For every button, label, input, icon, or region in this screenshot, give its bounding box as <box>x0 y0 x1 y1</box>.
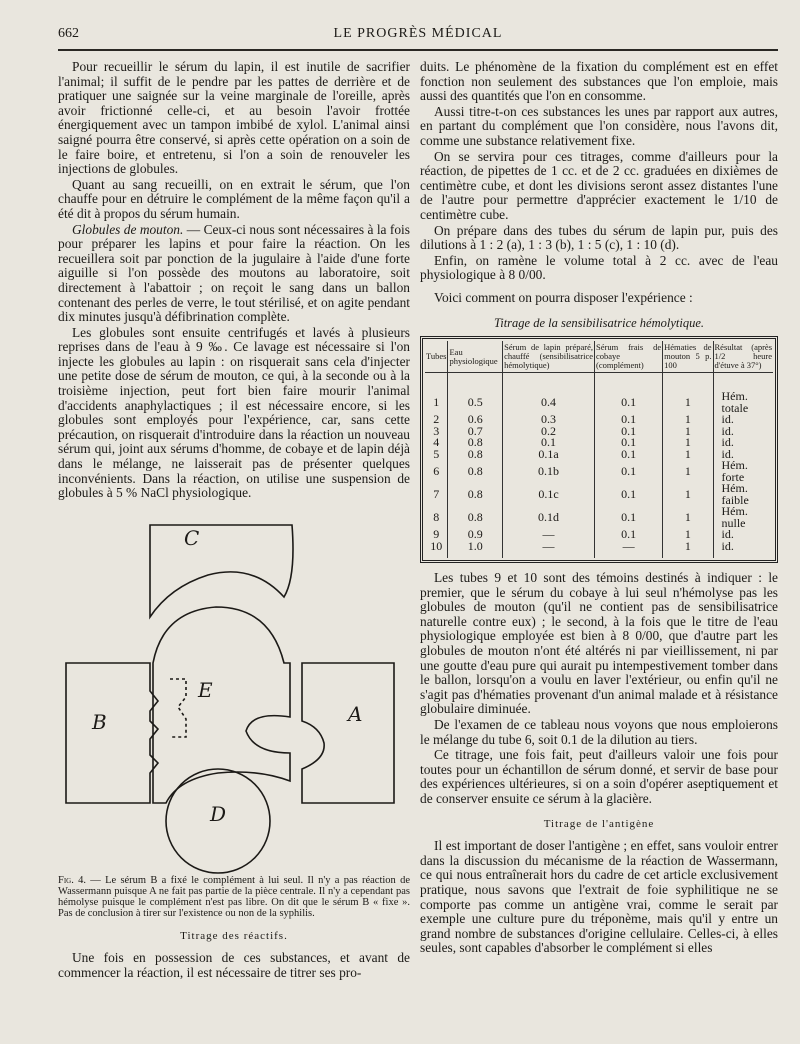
table-cell: — <box>503 529 595 541</box>
table-row <box>425 373 773 415</box>
table-cell: 0.7 <box>448 426 503 438</box>
paragraph-lead: Globules de mouton. <box>72 221 184 237</box>
table-cell: id. <box>713 529 773 541</box>
paragraph: duits. Le phénomène de la fixation du complément est en effet fonction non seulement des substances que l'on emploie, mais aussi des quantités que l'on en consomme. <box>420 59 778 104</box>
figure-drawing <box>58 507 410 875</box>
paragraph: Les globules sont ensuite centrifugés et lavés à plusieurs reprises dans de l'eau à 9 ‰. Ce lavage est nécessaire si l'on injecte les globules au lapin : on risquerait sans cela d'injecter une petite dose de sérum de mouton, ce qui, à la seconde ou à la troisième injection, peut fort bien faire mourir l'animal d'accidents anaphylactiques ; il est nécessaire encore, si les globules sont employés pour l'expérience, car, sans cette précaution, on risquerait d'introduire dans la réaction un nouveau sérum qui, joint aux sérums d'homme, de cobaye et de lapin déjà dans le mélange, ne laisserait pas de présenter quelques inconvénients. Dans la réaction, on utilise une suspension de globules à 5 % NaCl physiologique. <box>58 324 410 501</box>
table-row <box>425 460 773 483</box>
paragraph: De l'examen de ce tableau nous voyons que nous emploierons le mélange du tube 6, soit 0.1 de la dilution au tiers. <box>420 717 778 747</box>
table-cell: 1 <box>663 506 713 529</box>
paragraph-text: — Ceux-ci nous sont nécessaires à la fois pour préparer les lapins et pour faire la réaction. On les recueillera soit par ponction de la jugulaire à l'aide d'une forte aiguille si l'on possède des moutons au laboratoire, soit directement à l'abattoir ; on reçoit le sang dans un ballon contenant des perles de verre, le tout stérilisé, et on agite pendant dix minutes jusqu'à défibrination complète. <box>58 221 410 325</box>
table-cell: 0.5 <box>448 373 503 415</box>
table-cell: 1 <box>663 529 713 541</box>
table-cell: 0.8 <box>448 437 503 449</box>
table-cell: Hém. forte <box>713 460 773 483</box>
table-cell: 1 <box>663 426 713 438</box>
table-cell: 0.1 <box>594 437 662 449</box>
column-header: Eau physiologique <box>448 341 503 373</box>
table-cell: 1 <box>663 460 713 483</box>
paragraph: Voici comment on pourra disposer l'expérience : <box>434 289 693 305</box>
shape-c <box>150 525 293 617</box>
table-cell: 1 <box>663 541 713 559</box>
table-body <box>425 373 773 559</box>
table-cell: 3 <box>433 423 440 438</box>
label-a: A <box>348 701 363 726</box>
paragraph <box>58 223 410 325</box>
paragraph: Il est important de doser l'antigène ; en effet, sans vouloir entrer dans la discussion du mécanisme de la réaction de Wassermann, ce qui nous entraînerait hors du cadre de cet article exclusivement pratique, nous savons que l'extrait de foie syphilitique ne se comporte pas comme un antigène vrai, comme le serait par exemple une culture pure du tréponème, mais qu'il y entre un grand nombre de substances d'origine cellulaire. Celles-ci, à elles seules, sont capables d'absorber le complément si elles <box>420 838 778 956</box>
right-column <box>420 60 778 956</box>
section-title: Titrage des réactifs. <box>180 929 288 942</box>
paragraph: Enfin, on ramène le volume total à 2 cc. avec de l'eau physiologique à 8 0/00. <box>420 252 778 283</box>
table-cell: 0.1 <box>594 460 662 483</box>
table-cell: 0.1 <box>594 483 662 506</box>
table-cell: 1 <box>663 483 713 506</box>
paragraph: Quant au sang recueilli, on en extrait le sérum, que l'on chauffe pour en détruire le complément de la même façon qu'il a été dit à propos du sérum humain. <box>58 176 410 221</box>
table-row <box>425 483 773 506</box>
table-cell: 0.9 <box>448 529 503 541</box>
label-b: B <box>92 709 107 734</box>
table-cell: 0.3 <box>503 414 595 426</box>
table-title: Titrage de la sensibilisatrice hémolytique. <box>493 315 705 330</box>
table-cell: 0.8 <box>448 460 503 483</box>
table-cell: 7 <box>433 486 440 501</box>
table-cell: 0.8 <box>448 449 503 461</box>
table-row <box>425 449 773 461</box>
table-cell: Hém. nulle <box>713 506 773 529</box>
table-cell: id. <box>713 414 773 426</box>
paragraph: Aussi titre-t-on ces substances les unes par rapport aux autres, en partant du complément que l'on considère, nous l'avons dit, comme une substance relativement fixe. <box>420 103 778 148</box>
journal-title: LE PROGRÈS MÉDICAL <box>333 26 503 41</box>
header-rule <box>58 49 778 51</box>
paragraph: On prépare dans des tubes du sérum de lapin pur, puis des dilutions à 1 : 2 (a), 1 : 3 (b), 1 : 5 (c), 1 : 10 (d). <box>420 222 778 253</box>
table-cell: 9 <box>433 527 440 542</box>
label-d: D <box>210 801 227 826</box>
paragraph: Une fois en possession de ces substances, et avant de commencer la réaction, il est nécessaire de titrer ses pro- <box>58 950 410 980</box>
shape-b <box>66 663 158 803</box>
figure-4 <box>58 507 410 875</box>
table-cell: Hém. faible <box>713 483 773 506</box>
table-cell: 0.1 <box>594 414 662 426</box>
column-header: Résultat (après 1/2 heure d'étuve à 37°) <box>713 341 773 373</box>
column-header: Sérum de lapin préparé, chauffé (sensibilisatrice hémolytique) <box>503 341 595 373</box>
column-header: Tubes <box>425 341 448 373</box>
table-cell: 0.6 <box>448 414 503 426</box>
table-cell: id. <box>713 449 773 461</box>
table-cell: 6 <box>433 463 440 478</box>
table-cell: 0.4 <box>503 373 595 415</box>
table-cell: 0.1 <box>594 426 662 438</box>
table-header-row <box>425 341 773 373</box>
table-row <box>425 541 773 559</box>
table-row <box>425 506 773 529</box>
section-title: Titrage de l'antigène <box>543 817 655 830</box>
table-cell: id. <box>713 426 773 438</box>
shape-a <box>302 663 394 803</box>
figure-caption <box>58 875 410 919</box>
table-cell: 8 <box>433 509 440 524</box>
table-cell: 5 <box>433 446 440 461</box>
table-cell: id. <box>713 541 773 559</box>
titration-table <box>420 336 778 563</box>
table-cell: 2 <box>433 412 440 427</box>
table-cell: 0.2 <box>503 426 595 438</box>
label-e: E <box>198 677 213 702</box>
table-cell: 0.8 <box>448 483 503 506</box>
paragraph: Les tubes 9 et 10 sont des témoins destinés à indiquer : le premier, que le sérum du cobaye à lui seul n'hémolyse pas les globules de mouton (qu'il ne contient pas de sensibilisatrice naturelle contre eux) ; le second, à la fois que le titre de l'eau physiologique employée est bien à 8 0/00, que d'autre part les globules de mouton n'ont été altérés ni par vieillissement, ni par une goutte d'eau pure qui aurait pu intempestivement tomber dans le ballon, lorsqu'on a voulu en laver l'extérieur, ou enfin qu'il ne s'agit pas d'hématies provenant d'un animal malade et à résistance globulaire diminuée. <box>420 570 778 717</box>
table-cell: 10 <box>430 538 443 553</box>
table-cell: 0.1a <box>503 449 595 461</box>
paragraph: On se servira pour ces titrages, comme d'ailleurs pour la réaction, de pipettes de 1 cc. et de 2 cc. graduées en dixièmes de centimètre cube, et dont les divisions seront assez distantes l'une de l'autre pour permettre d'apprécier exactement le 1/10 de centimètre cube. <box>420 148 778 222</box>
column-header: Sérum frais de cobaye (complément) <box>594 341 662 373</box>
table-cell: 0.1 <box>594 449 662 461</box>
table-cell: 1 <box>433 394 440 409</box>
table-cell: 0.1b <box>503 460 595 483</box>
caption-text: — Le sérum B a fixé le complément à lui seul. Il n'y a pas réaction de Wassermann puisque A ne fait pas partie de la pièce centrale. Il n'y a cependant pas hémolyse puisque le complément n'est pas libre. On dit que le sérum B « fixe ». Pas de conclusion à tirer sur l'existence ou non de la syphilis. <box>58 874 410 919</box>
table-cell: 0.1d <box>503 506 595 529</box>
label-c: C <box>184 525 200 550</box>
table-cell: 1.0 <box>448 541 503 559</box>
table-cell: Hém. totale <box>713 373 773 415</box>
table-cell: 0.1 <box>594 529 662 541</box>
page-number: 662 <box>58 26 79 41</box>
table-cell: 0.1 <box>594 506 662 529</box>
table-cell: 4 <box>433 435 440 450</box>
paragraph: Ce titrage, une fois fait, peut d'ailleurs valoir une fois pour toutes pour un échantillon de sérum donné, et servir de base pour des expériences ultérieures, si on a soin d'opérer aseptiquement et de conserver ensuite ce sérum à la glacière. <box>420 747 778 806</box>
table-cell: 1 <box>663 449 713 461</box>
caption-lead: Fig. 4. <box>58 874 87 886</box>
table-cell: 0.8 <box>448 506 503 529</box>
shape-central <box>153 607 290 803</box>
column-header: Hématies de mouton 5 p. 100 <box>663 341 713 373</box>
left-column <box>58 60 410 981</box>
table-cell: id. <box>713 437 773 449</box>
shape-e <box>170 679 186 737</box>
table-cell: — <box>594 541 662 559</box>
table-cell: 0.1c <box>503 483 595 506</box>
paragraph: Pour recueillir le sérum du lapin, il est inutile de sacrifier l'animal; il suffit de le pendre par les pattes de derrière et de pratiquer une saignée sur la veine marginale de l'oreille, après avoir frictionné celle-ci, et au besoin l'avoir frottée énergiquement avec un tampon imbibé de xylol. L'animal ainsi saigné pourra être conservé, si après cette opération on a soin de le faire boire, et entretenu, si l'on a soin de renouveler les injections de globules. <box>58 59 410 177</box>
table-cell: — <box>503 541 595 559</box>
table-cell: 0.1 <box>503 437 595 449</box>
table-cell: 1 <box>663 373 713 415</box>
table-cell: 1 <box>663 437 713 449</box>
table-cell: 0.1 <box>594 373 662 415</box>
table-cell: 1 <box>663 414 713 426</box>
page-header <box>58 26 778 48</box>
